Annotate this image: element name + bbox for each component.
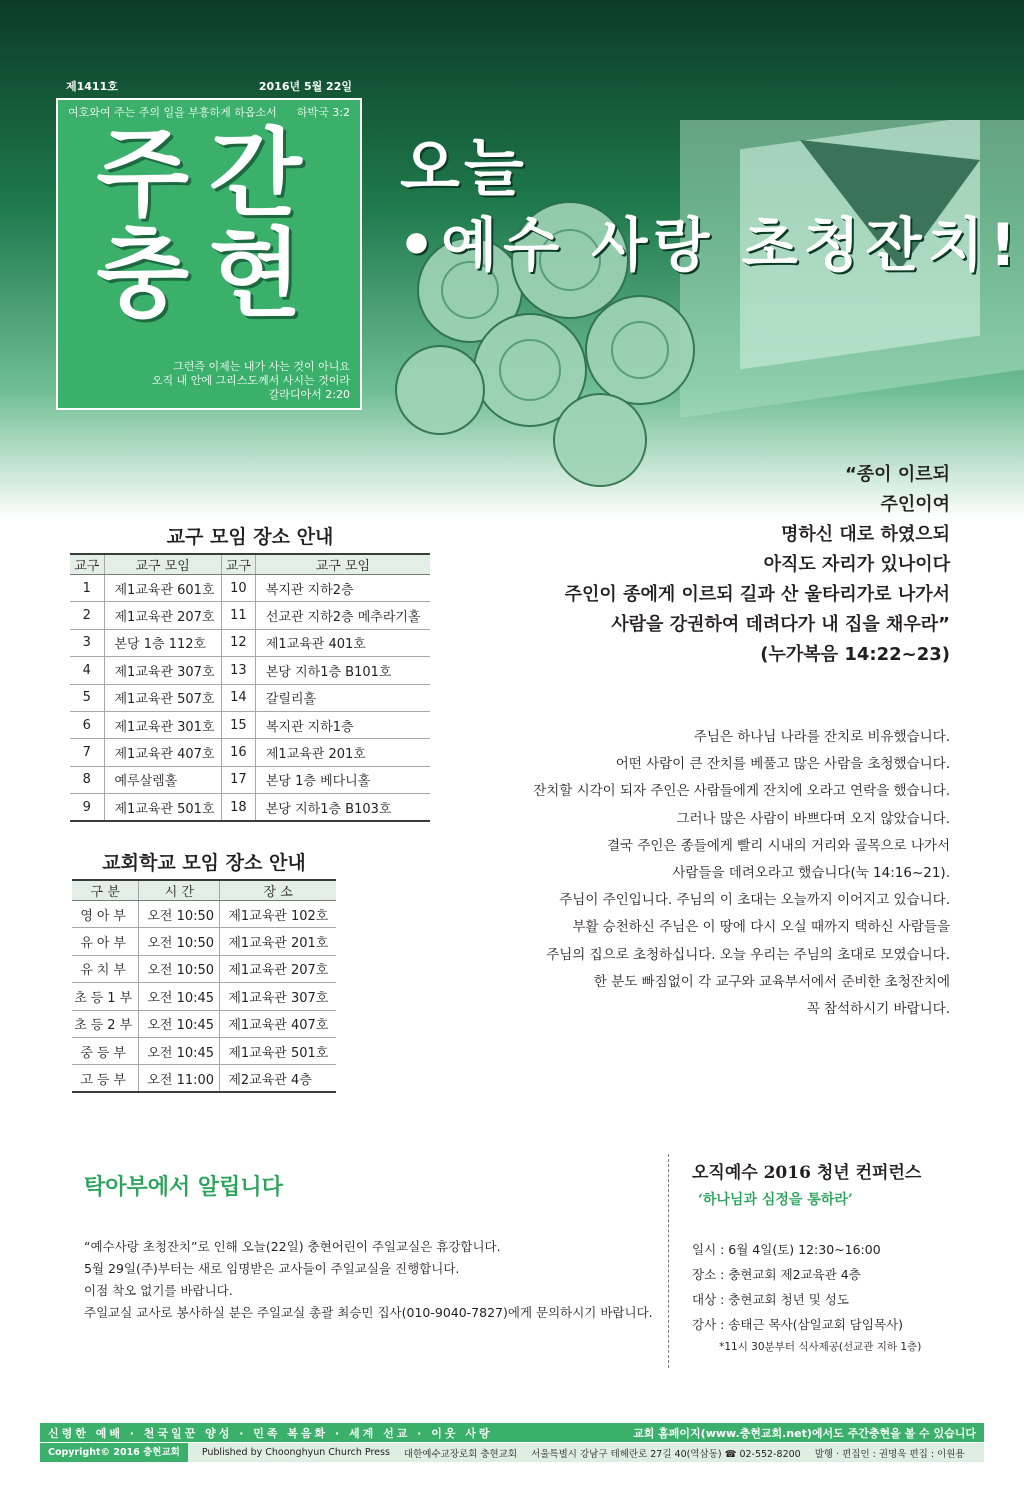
church-name: 대한예수교장로회 충현교회 <box>403 1448 518 1460</box>
masthead-issue-bar <box>56 78 362 96</box>
masthead-title: 주간 충현 <box>96 117 322 330</box>
homepage-notice: 교회 홈페이지(www.충현교회.net)에서도 주간충현을 볼 수 있습니다 <box>633 1426 976 1440</box>
footer-slogan-bar <box>40 1423 984 1442</box>
table-row: 초등1부 오전 10:45 제1교육관 307호 <box>72 983 336 1010</box>
youth-conference <box>692 1158 921 1354</box>
table-header-row: 교구 교구 모임 교구 교구 모임 <box>70 554 430 575</box>
issue-number: 제1411호 <box>66 80 118 93</box>
table-row: 초등2부 오전 10:45 제1교육관 407호 <box>72 1010 336 1037</box>
church-address: 서울특별시 강남구 테헤란로 27길 40(역삼동) ☎ 02-552-8200 <box>531 1448 801 1460</box>
table-row: 유치부 오전 10:50 제1교육관 207호 <box>72 955 336 982</box>
table-row: 3 본당 1층 112호 12 제1교육관 401호 <box>70 629 430 656</box>
table-row: 4 제1교육관 307호 13 본당 지하1층 B101호 <box>70 657 430 684</box>
table-row: 1 제1교육관 601호 10 복지관 지하2층 <box>70 575 430 602</box>
table-row: 영아부 오전 10:50 제1교육관 102호 <box>72 901 336 928</box>
conference-title: 오직예수 2016 청년 컨퍼런스 <box>692 1163 922 1183</box>
masthead-verse-top: 여호와여 주는 주의 일을 부흥하게 하옵소서 하박국 3:2 <box>68 106 350 119</box>
copyright: Copyright© 2016 충현교회 <box>40 1443 188 1462</box>
nursery-notice-body: “예수사랑 초청잔치”로 인해 오늘(22일) 충현어린이 주일교실은 휴강합니다. 5월 29일(주)부터는 새로 임명받은 교사들이 주일교실을 진행합니다. 이점 착오 없기를 바랍니다. 주일교실 교사로 봉사하실 분은 주일교실 총괄 최승민 집사(010-9040-7827)에게 문의하시기 바랍니다. <box>84 1239 653 1320</box>
hero-title-event: •예수 사랑 초청잔치! <box>398 211 1023 279</box>
school-table-title: 교회학교 모임 장소 안내 <box>102 852 306 874</box>
district-table-title: 교구 모임 장소 안내 <box>166 526 334 548</box>
masthead-verse-bottom: 그런즉 이제는 내가 사는 것이 아니요 오직 내 안에 그리스도께서 사시는 것이라 갈라디아서 2:20 <box>151 360 350 401</box>
table-row: 7 제1교육관 407호 16 제1교육관 201호 <box>70 739 430 766</box>
section-divider <box>668 1154 669 1368</box>
table-row: 5 제1교육관 507호 14 갈릴리홀 <box>70 684 430 711</box>
scripture-quote: “종이 이르되 주인이여 명하신 대로 하였으되 아직도 자리가 있나이다 주인이 종에게 이르되 길과 산 울타리가로 나가서 사람을 강권하여 데려다가 내 집을 채우라” (누가복음 14:22~23) <box>564 464 950 665</box>
editors: 발행 · 편집인 : 권명욱 편집 : 이원용 <box>814 1448 965 1460</box>
footer-info-bar <box>40 1443 984 1462</box>
table-row: 6 제1교육관 301호 15 복지관 지하1층 <box>70 711 430 738</box>
table-row: 고등부 오전 11:00 제2교육관 4층 <box>72 1065 336 1092</box>
conference-details: 일시 : 6월 4일(토) 12:30~16:00 장소 : 충현교회 제2교육관 4층 대상 : 충현교회 청년 및 성도 강사 : 송태근 목사(삼일교회 담임목사) <box>692 1242 903 1332</box>
conference-meal-note: *11시 30분부터 식사제공(선교관 지하 1층) <box>719 1341 922 1353</box>
church-slogan: 신령한 예배 · 천국일꾼 양성 · 민족 복음화 · 세계 선교 · 이웃 사랑 <box>48 1426 493 1440</box>
table-row: 9 제1교육관 501호 18 본당 지하1층 B103호 <box>70 794 430 821</box>
school-table <box>72 879 336 1093</box>
masthead-box <box>56 98 362 410</box>
issue-date: 2016년 5월 22일 <box>258 80 352 93</box>
nursery-notice-title: 탁아부에서 알립니다 <box>84 1175 283 1200</box>
invitation-body-text: 주님은 하나님 나라를 잔치로 비유했습니다. 어떤 사람이 큰 잔치를 베풀고 많은 사람을 초청했습니다. 잔치할 시각이 되자 주인은 사람들에게 잔치에 오라고 연락을 했습니다. 그러나 많은 사람이 바쁘다며 오지 않았습니다. 결국 주인은 종들에게 빨리 시내의 거리와 골목으로 나가서 사람들을 데려오라고 했습니다(눅 14:16~21). 주님이 주인입니다. 주님의 이 초대는 오늘까지 이어지고 있습니다. 부활 승천하신 주님은 이 땅에 다시 오실 때까지 택하신 사람들을 주님의 집으로 초청하십니다. 오늘 우리는 주님의 초대로 모였습니다. 한 분도 빠짐없이 각 교구와 교육부서에서 준비한 초청잔치에 꼭 참석하시기 바랍니다. <box>533 729 950 1018</box>
table-header-row: 구 분 시 간 장 소 <box>72 880 336 901</box>
publisher: Published by Choonghyun Church Press <box>201 1447 390 1458</box>
conference-subtitle: ‘하나님과 심정을 통하라’ <box>698 1192 853 1208</box>
table-row: 2 제1교육관 207호 11 선교관 지하2층 메추라기홀 <box>70 602 430 629</box>
district-table <box>70 553 430 822</box>
table-row: 중등부 오전 10:45 제1교육관 501호 <box>72 1037 336 1064</box>
table-row: 8 예루살렘홀 17 본당 1층 베다니홀 <box>70 766 430 793</box>
hero-title-today: 오늘 <box>400 131 528 204</box>
table-row: 유아부 오전 10:50 제1교육관 201호 <box>72 928 336 955</box>
masthead <box>56 78 362 410</box>
